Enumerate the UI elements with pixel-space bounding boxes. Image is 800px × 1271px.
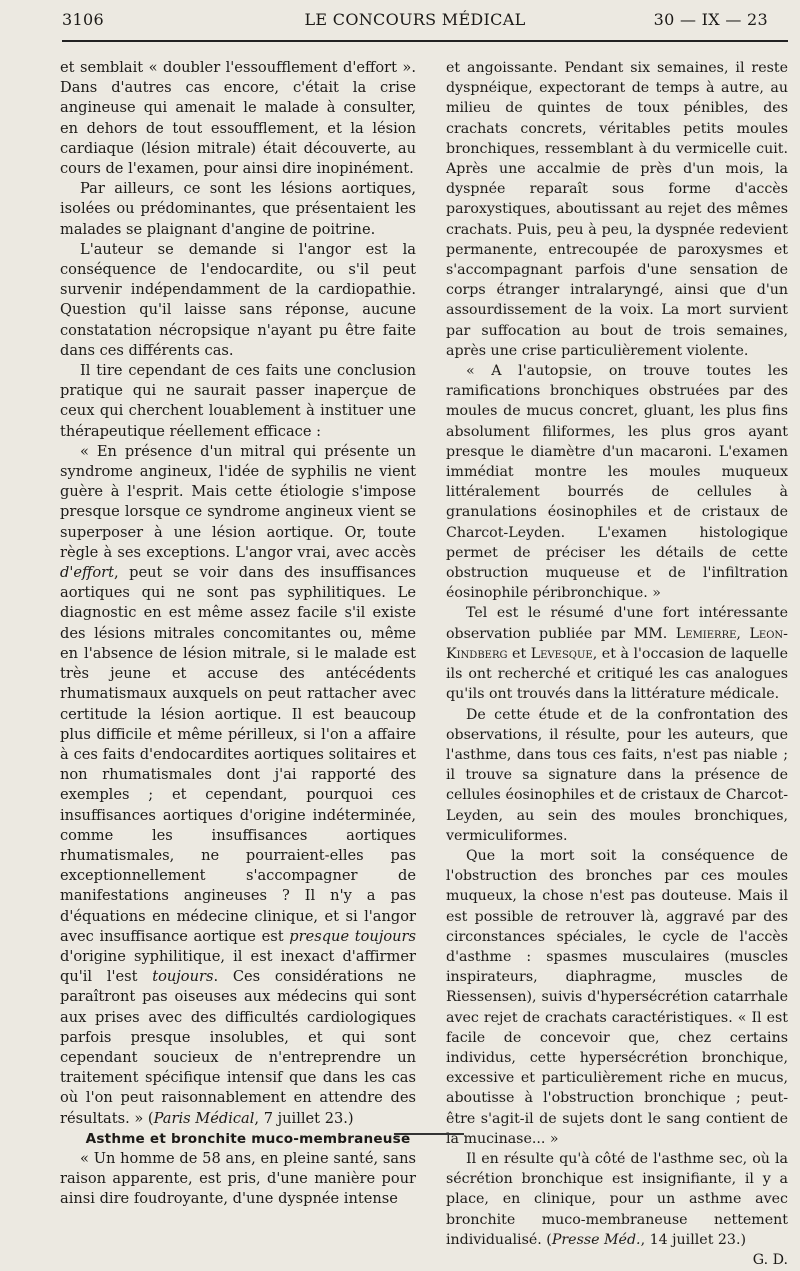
paragraph: Il tire cependant de ces faits une conclusion pratique qui ne saurait passer inaperçue de ceux qui cherchent louablement à instituer une thérapeutique réellement efficace : <box>60 362 416 440</box>
paragraph: Tel est le résumé d'une fort intéressante observation publiée par MM. Lemierre, Leon-Kindberg et Levesque, et à l'occasion de laquelle ils ont recherché et critiqué les cas analogues qu'ils ont trouvés dans la littérature médicale. <box>446 605 788 703</box>
page-header <box>62 10 768 32</box>
paragraph: et angoissante. Pendant six semaines, il reste dyspnéique, expectorant de temps à autre, au milieu de quintes de toux pénibles, des crachats concrets, véritables petits moules bronchiques, ressemblant à du vermicelle cuit. Après une accalmie de près d'un mois, la dyspnée reparaît sous forme d'accès paroxystiques, aboutissant au rejet des mêmes crachats. Puis, peu à peu, la dyspnée redevient permanente, entrecoupée de paroxysmes et s'accompagnant parfois d'une sensation de corps étranger intralaryngé, ainsi que d'un assourdissement de la voix. La mort survient par suffocation au bout de trois semaines, après une crise particulièrement violente. <box>446 60 788 359</box>
journal-title: LE CONCOURS MÉDICAL <box>304 10 526 29</box>
source-citation: Presse Méd. <box>551 1231 641 1248</box>
author-name: Leon-Kindberg <box>446 625 788 662</box>
issue-date: 30 — IX — 23 <box>653 10 768 29</box>
paragraph: « Un homme de 58 ans, en pleine santé, sans raison apparente, est pris, d'une manière pour ainsi dire foudroyante, d'une dyspnée intense <box>60 1149 416 1208</box>
paragraph: L'auteur se demande si l'angor est la conséquence de l'endocardite, ou s'il peut survenir indépendamment de la cardiopathie. Question qu'il laisse sans réponse, aucune constatation nécropsique n'ayant pu être faite dans ces différents cas. <box>60 240 416 359</box>
paragraph: Que la mort soit la conséquence de l'obstruction des bronches par ces moules muqueux, la chose n'est pas douteuse. Mais il est possible de retrouver là, aggravé par des circonstances spéciales, le cycle de l'accès d'asthme : spasmes musculaires (muscles inspirateurs, diaphragme, muscles de Riessensen), suivis d'hypersécrétion catarrhale avec rejet de crachats caractéristiques. « Il est facile de concevoir que, chez certains individus, cette hypersécrétion bronchique, excessive et particulièrement riche en mucus, aboutisse à l'obstruction bronchique ; peut-être s'agit-il de sujets dont le sang contient de la mucinase... » <box>446 847 788 1147</box>
quotation-paragraph: « En présence d'un mitral qui présente un syndrome angineux, l'idée de syphilis ne vient guère à l'esprit. Mais cette étiologie s'impose presque lorsque ce syndrome angineux vient se superposer à une lésion aortique. Or, toute règle à ses exceptions. L'angor vrai, avec accès d'effort, peut se voir dans des insuffisances aortiques qui ne sont pas syphilitiques. Le diagnostic en est même assez facile s'il existe des lésions mitrales concomitantes ou, même en l'absence de lésion mitrale, si le malade est très jeune et accuse des antécédents rhumatismaux auxquels on peut rattacher avec certitude la lésion aortique. Il est beaucoup plus difficile et même périlleux, si l'on a affaire à ces faits d'endocardites aortiques solitaires et non rhumatismales dont j'ai rapporté des exemples ; et cependant, pourquoi ces insuffisances aortiques d'origine indéterminée, comme les insuffisances aortiques rhumatismales, ne pourraient-elles pas exceptionnellement s'accompagner de manifestations angineuses ? Il n'y a pas d'équations en médecine clinique, et si l'angor avec insuffisance aortique est presque toujours d'origine syphilitique, il est inexact d'affirmer qu'il l'est toujours. Ces considérations ne paraîtront pas oiseuses aux médecins qui sont aux prises avec des difficultés cardiologiques parfois presque insolubles, et qui sont cependant soucieux de n'entreprendre un traitement spécifique intensif que dans les cas où l'on peut raisonnablement en attendre des résultats. » (Paris Médical, 7 juillet 23.) <box>60 442 416 1127</box>
paragraph: Il en résulte qu'à côté de l'asthme sec, où la sécrétion bronchique est insignifiante, il y a place, en clinique, pour un asthme avec bronchite muco-membraneuse nettement individualisé. (Presse Méd., 14 juillet 23.) G. D. <box>446 1149 788 1250</box>
source-citation: Paris Médical <box>153 1109 255 1127</box>
section-title: Asthme et bronchite muco-membraneuse <box>85 1130 411 1147</box>
header-rule <box>62 40 788 42</box>
right-column <box>446 58 788 1270</box>
author-name: Lemierre <box>675 625 737 642</box>
paragraph: et semblait « doubler l'essoufflement d'effort ». Dans d'autres cas encore, c'était la crise angineuse qui amenait le malade à consulter, en dehors de tout essoufflement, et la lésion cardiaque (lésion mitrale) était découverte, au cours de l'examen, pour ainsi dire inopinément. <box>60 59 416 178</box>
page-number: 3106 <box>62 10 104 29</box>
end-rule <box>394 1133 464 1135</box>
paragraph: « A l'autopsie, on trouve toutes les ramifications bronchiques obstruées par des moules de mucus concret, gluant, les plus fins absolument filiformes, les plus gros ayant presque le diamètre d'un macaroni. L'examen immédiat montre les moules muqueux littéralement bourrés de cellules à granulations éosinophiles et de cristaux de Charcot-Leyden. L'examen histologique permet de préciser les détails de cette obstruction muqueuse et de l'infiltration éosinophile péribronchique. » <box>446 363 788 602</box>
paragraph: Par ailleurs, ce sont les lésions aortiques, isolées ou prédominantes, que présentaient les malades se plaignant d'angine de poitrine. <box>60 180 416 238</box>
author-name: Levesque <box>530 645 593 662</box>
author-signature: G. D. <box>752 1251 788 1268</box>
left-column <box>60 58 416 1210</box>
paragraph: De cette étude et de la confrontation des observations, il résulte, pour les auteurs, que l'asthme, dans tous ces faits, n'est pas niable ; il trouve sa signature dans la présence de cellules éosinophiles et de cristaux de Charcot-Leyden, au sein des moules bronchiques, vermiculiformes. <box>446 706 788 844</box>
